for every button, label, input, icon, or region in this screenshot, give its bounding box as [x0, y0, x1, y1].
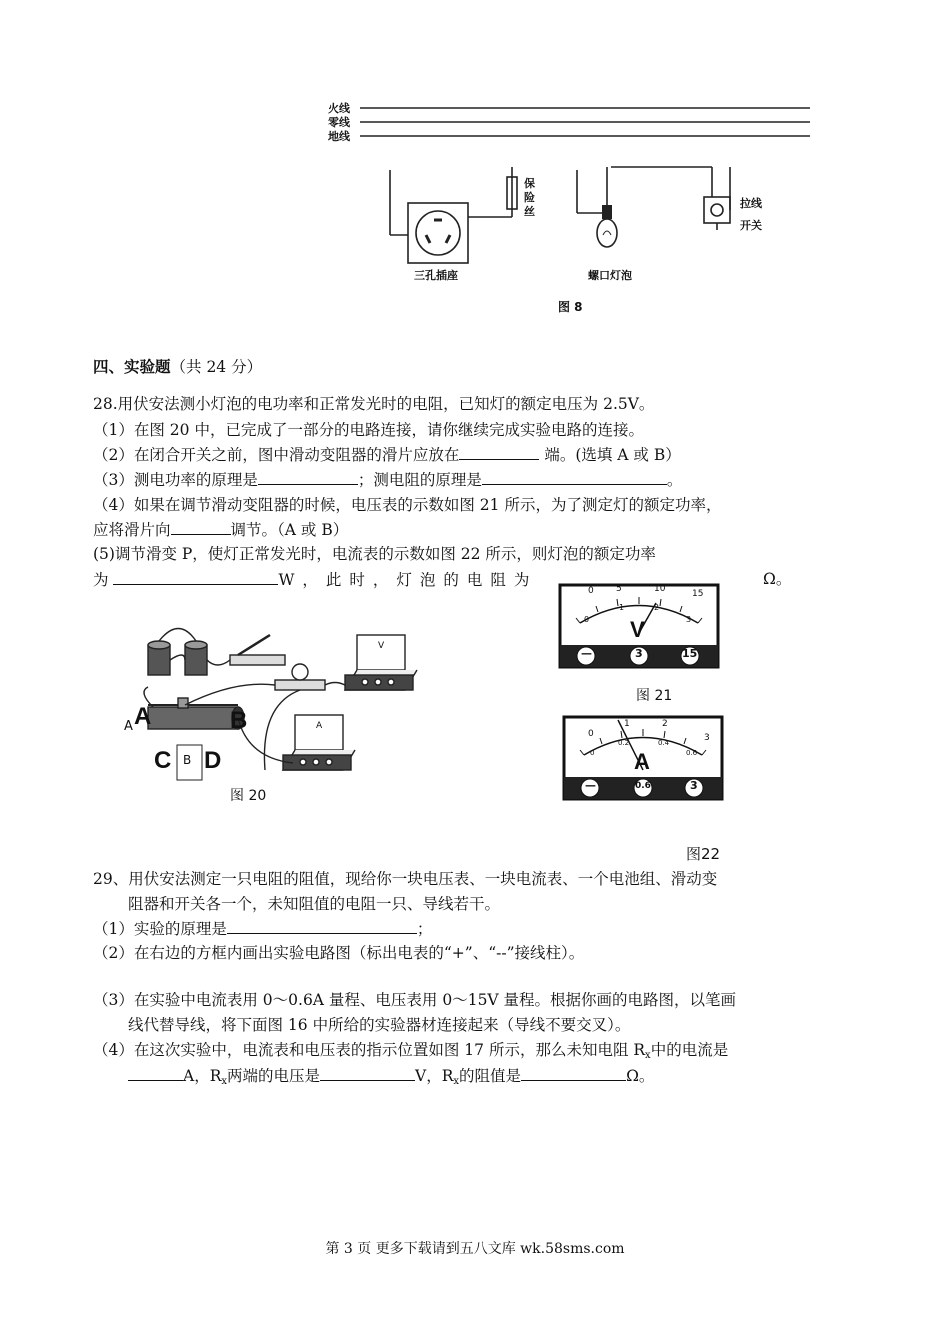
q28-part-1: （1）在图 20 中，已完成了一部分的电路连接，请你继续完成实验电路的连接。 [93, 421, 644, 439]
q28-blank-power-principle[interactable] [258, 468, 358, 485]
fig21-scale-bottom-2: 2 [654, 603, 660, 612]
figure-8-caption: 图 8 [558, 300, 583, 314]
q28-part-3-end: 。 [666, 471, 683, 489]
fig22-terminal-minus: — [585, 779, 596, 792]
fig20-box-label: B [183, 753, 192, 767]
fig22-scale-bottom-0-2: 0.2 [618, 739, 630, 747]
q28-part-5-mid: W，此时，灯泡的电阻为 [278, 571, 538, 589]
fig20-label-b: B [230, 707, 248, 734]
fig20-label-c: C [154, 747, 172, 774]
fig22-scale-top-3: 3 [704, 733, 710, 743]
q28-part-2-text: （2）在闭合开关之前，图中滑动变阻器的滑片应放在 [93, 446, 460, 464]
socket-box [408, 203, 468, 263]
q28-part-5-line-1: (5)调节滑变 P，使灯正常发光时，电流表的示数如图 22 所示，则灯泡的额定功率 [93, 545, 656, 563]
fuse-label-3: 丝 [524, 205, 535, 218]
fig20-label-a: A [134, 703, 152, 730]
fig22-scale-bottom-0: 0 [590, 749, 595, 757]
label-ground-wire: 地线 [328, 130, 350, 143]
q29-blank-principle[interactable] [227, 917, 417, 934]
q29-blank-voltage[interactable] [320, 1064, 415, 1081]
q28-part-4-line-1: （4）如果在调节滑动变阻器的时候，电压表的示数如图 21 所示，为了测定灯的额定功率， [93, 496, 722, 514]
q29-part-4-mid: 中的电流是 [650, 1041, 729, 1059]
q29-part-1-text: （1）实验的原理是 [93, 920, 227, 938]
fig20-voltmeter-letter: V [378, 641, 385, 651]
q28-part-5-text: 为 [93, 571, 109, 589]
q28-blank-slider-end[interactable] [459, 443, 539, 460]
fig21-terminal-15: 15 [682, 647, 698, 660]
fig21-scale-top-0: 0 [588, 586, 594, 596]
figure-22 [562, 715, 727, 863]
q29-part-4-resistance-text: 的阻值是 [459, 1067, 522, 1085]
fig21-terminal-minus: — [581, 647, 592, 660]
fig21-scale-top-15: 15 [692, 589, 704, 599]
q28-part-3 [93, 468, 682, 491]
q29-part-3-line-2: 线代替导线，将下面图 16 中所给的实验器材连接起来（导线不要交叉）。 [128, 1016, 631, 1034]
q29-part-3-line-1: （3）在实验中电流表用 0～0.6A 量程、电压表用 0～15V 量程。根据你画的电路图，以笔画 [93, 991, 737, 1009]
q29-subscript-x-1: x [645, 1050, 651, 1061]
fig22-terminal-0-6: 0.6 [635, 781, 651, 791]
switch-label-2: 开关 [740, 219, 762, 232]
fig20-label-a-small: A [124, 719, 133, 734]
q28-blank-rated-power[interactable] [113, 568, 278, 585]
fig21-scale-bottom-1: 1 [619, 603, 625, 612]
pull-switch [704, 197, 730, 223]
q29-part-4-voltage-text: 两端的电压是 [227, 1067, 321, 1085]
q28-part-2-tail: 端。(选填 A 或 B） [544, 446, 681, 464]
fuse-label-1: 保 [524, 177, 535, 190]
q28-part-5-end: Ω。 [763, 570, 792, 588]
figure-8 [320, 95, 820, 325]
q29-subscript-x-2: x [221, 1076, 228, 1087]
fig21-scale-bottom-0: 0 [584, 615, 590, 624]
bulb-label: 螺口灯泡 [588, 269, 632, 282]
section-heading [93, 356, 262, 378]
figure-20-caption: 图 20 [230, 788, 267, 804]
bulb-icon [597, 205, 617, 247]
socket-label: 三孔插座 [414, 269, 458, 282]
q28-part-4-line-2 [93, 518, 348, 541]
fig22-meter-letter: A [634, 749, 650, 774]
q29-part-2: （2）在右边的方框内画出实验电路图（标出电表的“+”、“--”接线柱）。 [93, 944, 585, 962]
q28-part-4-tail: 调节。（A 或 B） [230, 521, 349, 539]
q29-subscript-x-3: x [453, 1076, 460, 1087]
q29-stem-line-1: 29、用伏安法测定一只电阻的阻值，现给你一块电压表、一块电流表、一个电池组、滑动变 [93, 870, 718, 888]
fig20-ammeter-letter: A [316, 721, 323, 731]
section-title: 四、实验题 [93, 357, 171, 376]
fig21-scale-top-10: 10 [654, 584, 666, 594]
knife-switch-icon [230, 635, 285, 665]
q29-part-4-text: （4）在这次实验中，电流表和电压表的指示位置如图 17 所示，那么未知电阻 R [93, 1041, 646, 1059]
q28-stem: 28.用伏安法测小灯泡的电功率和正常发光时的电阻，已知灯的额定电压为 2.5V。 [93, 395, 655, 413]
figure-20 [120, 615, 440, 810]
fig22-terminal-3: 3 [690, 779, 698, 792]
q29-blank-current[interactable] [128, 1064, 183, 1081]
switch-label-1: 拉线 [740, 197, 762, 210]
q29-stem-line-2: 阻器和开关各一个，未知阻值的电阻一只、导线若干。 [128, 895, 501, 913]
section-points: （共 24 分） [170, 358, 263, 376]
q28-part-2 [93, 443, 681, 466]
fig22-scale-top-0: 0 [588, 729, 594, 739]
battery-icon [148, 641, 207, 675]
q29-part-1 [93, 917, 432, 940]
q29-part-4-unit-a: A，R [183, 1067, 222, 1085]
q29-part-4-line-1 [93, 1039, 728, 1067]
q28-part-3-text: （3）测电功率的原理是 [93, 471, 258, 489]
fig21-terminal-3: 3 [635, 647, 643, 660]
label-neutral-wire: 零线 [328, 116, 350, 129]
fig21-scale-top-5: 5 [616, 584, 622, 594]
figure-21-caption: 图 21 [636, 688, 673, 704]
fig20-label-d: D [204, 747, 222, 774]
fig22-scale-top-1: 1 [624, 719, 630, 729]
fig22-scale-bottom-0-6: 0.6 [686, 749, 698, 757]
fig22-scale-top-2: 2 [662, 719, 668, 729]
q29-part-1-end: ； [416, 920, 433, 938]
q29-part-4-unit-v: V，R [415, 1067, 454, 1085]
figure-22-caption: 图22 [686, 845, 721, 863]
q28-part-3-mid: ；测电阻的原理是 [357, 471, 482, 489]
page-footer: 第 3 页 更多下载请到五八文库 wk.58sms.com [325, 1241, 625, 1257]
fuse-label-2: 险 [524, 191, 535, 204]
q28-blank-resistance-principle[interactable] [482, 468, 667, 485]
label-live-wire: 火线 [328, 102, 350, 115]
fig21-scale-bottom-3: 3 [686, 615, 692, 624]
lamp-icon [275, 664, 325, 690]
q28-blank-slider-direction[interactable] [171, 518, 231, 535]
figure-20-drawing [120, 615, 440, 810]
q29-part-4-unit-ohm: Ω。 [626, 1067, 655, 1085]
q28-part-4-text: 应将滑片向 [93, 521, 171, 539]
fig22-scale-bottom-0-4: 0.4 [658, 739, 670, 747]
fig21-meter-letter: V [630, 617, 645, 642]
q29-part-4-line-2 [128, 1064, 654, 1093]
figure-21 [558, 583, 723, 708]
q29-blank-resistance[interactable] [521, 1064, 626, 1081]
